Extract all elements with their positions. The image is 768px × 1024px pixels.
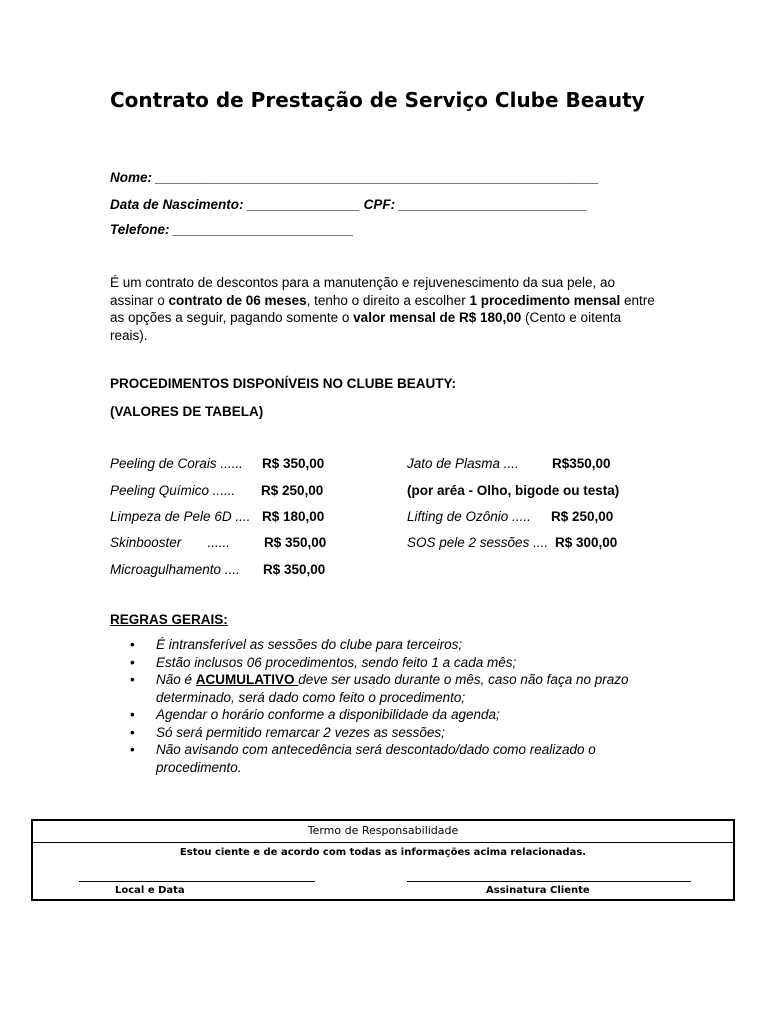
procedure-price: R$ 350,00 (264, 535, 327, 550)
list-item (110, 671, 670, 706)
procedure-item (110, 562, 350, 577)
responsibility-term-box (31, 819, 735, 901)
signature-label: Assinatura Cliente (486, 885, 590, 896)
procedure-name: Limpeza de Pele 6D .... (110, 509, 251, 524)
procedure-price: R$ 350,00 (262, 456, 325, 471)
procedure-name: Microagulhamento .... (110, 562, 240, 577)
birthdate-cpf-field[interactable]: Data de Nascimento: _______________ CPF: _________________________ (110, 197, 587, 212)
rule-text: Agendar o horário conforme a disponibilidade da agenda; (156, 707, 500, 722)
term-title: Termo de Responsabilidade (33, 821, 733, 843)
rule-emphasis: ACUMULATIVO (195, 672, 299, 687)
general-rules-title: REGRAS GERAIS: (110, 612, 228, 627)
procedures-heading: PROCEDIMENTOS DISPONÍVEIS NO CLUBE BEAUTY: (110, 376, 457, 391)
bullet-icon: • (130, 707, 135, 722)
bullet-icon: • (130, 742, 135, 757)
list-item (110, 741, 670, 776)
contract-title: Contrato de Prestação de Serviço Clube Beauty (110, 88, 645, 112)
phone-field[interactable]: Telefone: ________________________ (110, 222, 354, 237)
procedure-price: R$ 250,00 (551, 509, 614, 524)
procedure-name: SOS pele 2 sessões .... (407, 535, 549, 550)
intro-text-4: (Cento e oitenta reais). (110, 310, 622, 343)
procedure-name: Peeling de Corais ...... (110, 456, 243, 471)
signature-line[interactable] (407, 881, 691, 882)
intro-monthly-procedure: 1 procedimento mensal (469, 292, 621, 308)
procedure-price: R$ 180,00 (262, 509, 325, 524)
rule-text: Não avisando com antecedência será descontado/dado como realizado o procedimento. (156, 742, 596, 775)
bullet-icon: • (130, 654, 135, 670)
intro-text-1: É um contrato de descontos para a manutenção e rejuvenescimento da sua pele, ao assinar o (110, 275, 616, 308)
procedure-name: Peeling Químico ...... (110, 483, 236, 498)
procedure-item (407, 509, 657, 524)
rule-text-suffix: deve ser usado durante o mês, caso não faça no prazo determinado, será dado como feito o procedimento; (156, 672, 629, 705)
rule-text: Estão inclusos 06 procedimentos, sendo feito 1 a cada mês; (156, 654, 517, 670)
intro-monthly-value: valor mensal de R$ 180,00 (353, 310, 522, 325)
intro-text-3: entre as opções a seguir, pagando somente o (110, 292, 655, 325)
rule-text-prefix: Não é (156, 672, 196, 687)
intro-paragraph (110, 274, 655, 344)
procedure-price: R$ 300,00 (555, 535, 618, 550)
procedure-item (110, 509, 350, 524)
rule-text: É intransferível as sessões do clube para terceiros; (156, 637, 463, 652)
procedure-name: Jato de Plasma .... (407, 456, 519, 471)
list-item (110, 706, 670, 724)
general-rules-list (110, 636, 670, 776)
table-values-heading: (VALORES DE TABELA) (110, 404, 264, 419)
procedure-price: R$350,00 (552, 456, 611, 471)
bullet-icon: • (130, 724, 135, 740)
list-item (110, 654, 670, 672)
list-item (110, 636, 670, 654)
procedure-item (110, 535, 350, 550)
bullet-icon: • (130, 637, 135, 652)
local-date-label: Local e Data (115, 885, 185, 896)
procedure-item (407, 535, 657, 550)
local-date-line[interactable] (79, 881, 315, 882)
intro-text-2: , tenho o direito a escolher (306, 292, 470, 308)
procedure-item (407, 456, 657, 471)
procedure-price: R$ 250,00 (261, 483, 324, 498)
list-item (110, 724, 670, 742)
procedure-item (110, 483, 350, 498)
intro-contract-term: contrato de 06 meses (168, 292, 307, 308)
procedure-name: Lifting de Ozônio ..... (407, 509, 531, 524)
bullet-icon: • (130, 672, 135, 687)
term-agreement-text: Estou ciente e de acordo com todas as informações acima relacionadas. (179, 847, 587, 858)
procedure-price: R$ 350,00 (263, 562, 326, 577)
procedure-item (110, 456, 350, 471)
plasma-area-note: (por aréa - Olho, bigode ou testa) (407, 483, 620, 498)
procedure-name: Skinbooster ...... (110, 535, 231, 550)
name-field[interactable]: Nome: ___________________________________________________________ (110, 170, 599, 185)
rule-text: Só será permitido remarcar 2 vezes as sessões; (156, 724, 445, 740)
